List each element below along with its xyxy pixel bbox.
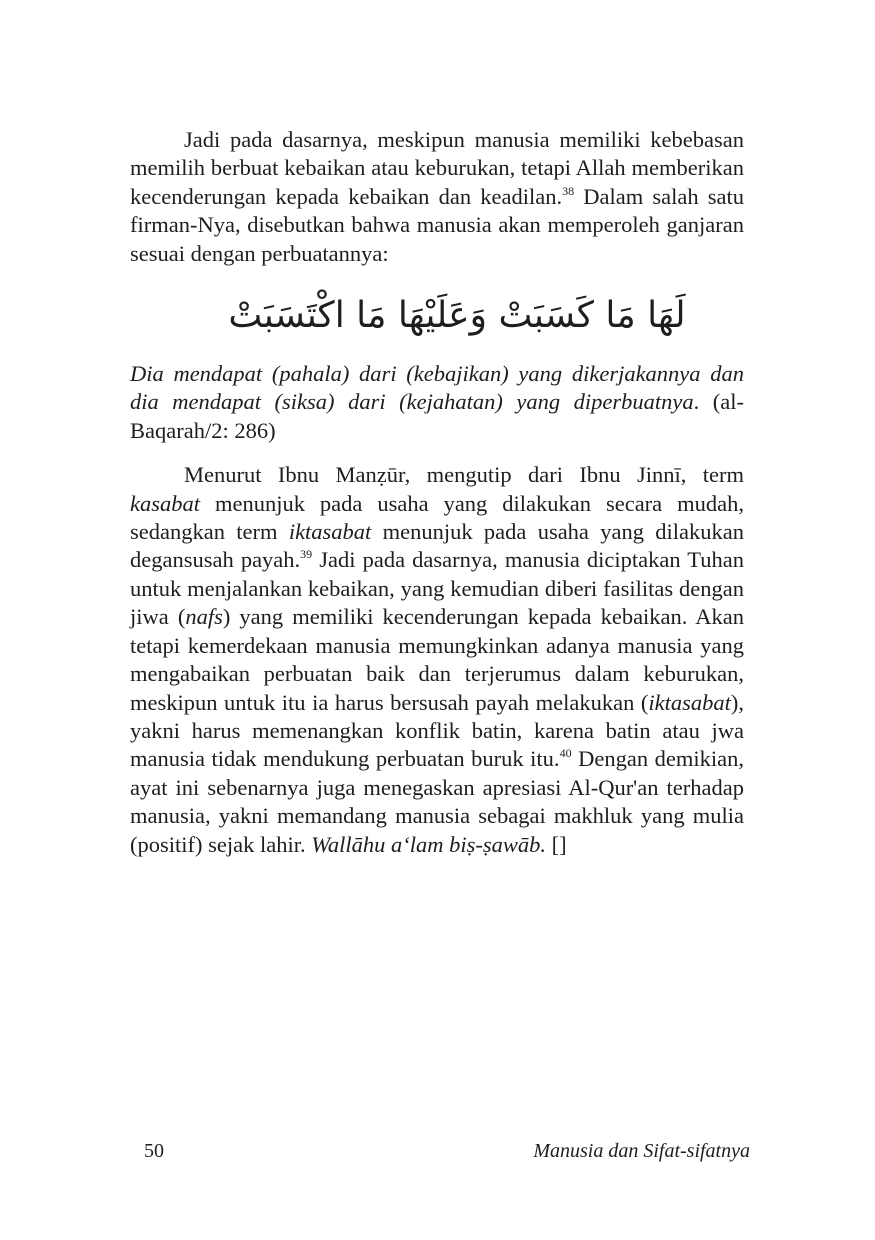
paragraph-2-segment: menunjuk pada usaha yang dilakukan secara mudah, sedangkan term bbox=[130, 490, 744, 545]
footnote-ref-40[interactable]: 40 bbox=[559, 746, 572, 761]
page-number: 50 bbox=[144, 1140, 164, 1162]
page-body bbox=[130, 126, 744, 859]
paragraph-1 bbox=[130, 126, 744, 268]
paragraph-2-segment: ) yang memiliki kecenderungan kepada kebaikan. Akan tetapi kemerdekaan manusia memungkinkan adanya manusia yang mengabaikan perbuatan baik dan terjerumus dalam keburukan, meskipun untuk itu ia harus bersusah payah melakukan ( bbox=[130, 604, 744, 715]
paragraph-2-segment: Dengan demikian, ayat ini sebenarnya juga menegaskan apresiasi Al-Qur'an terhadap manusia, yakni memandang manusia sebagai makhluk yang mulia (positif) sejak lahir. bbox=[130, 746, 744, 857]
paragraph-2 bbox=[130, 461, 744, 859]
paragraph-2-segment: Jadi pada dasarnya, manusia diciptakan Tuhan untuk menjalankan kebaikan, yang kemudian diberi fasilitas dengan jiwa ( bbox=[130, 547, 744, 630]
closing-phrase: Wallāhu a‘lam biṣ-ṣawāb. bbox=[311, 831, 547, 857]
term-iktasabat: iktasabat bbox=[288, 519, 372, 545]
paragraph-2-segment: ), yakni harus memenangkan konflik batin, karena batin atau jwa manusia tidak mendukung perbuatan buruk itu. bbox=[130, 689, 744, 772]
term-kasabat: kasabat bbox=[130, 490, 200, 516]
footnote-ref-39[interactable]: 39 bbox=[300, 547, 313, 562]
paragraph-1-text-2: Dalam salah satu firman-Nya, disebutkan bahwa manusia akan memperoleh ganjaran sesuai dengan perbuatannya: bbox=[130, 183, 745, 266]
footnote-ref-38[interactable]: 38 bbox=[562, 183, 575, 198]
term-iktasabat-2: iktasabat bbox=[648, 689, 731, 715]
paragraph-1-text: Jadi pada dasarnya, meskipun manusia memiliki kebebasan memilih berbuat kebaikan atau keburukan, tetapi Allah memberikan kecenderungan kepada kebaikan dan keadilan. bbox=[130, 127, 744, 209]
verse-translation-text: Dia mendapat (pahala) dari (kebajikan) yang dikerjakannya dan dia mendapat (siksa) dari (kejahatan) yang diperbuatnya bbox=[130, 361, 744, 415]
verse-reference: . (al-Baqarah/2: 286) bbox=[130, 389, 744, 443]
paragraph-2-segment: Menurut Ibnu Manẓūr, mengutip dari Ibnu Jinnī, term bbox=[184, 462, 744, 488]
paragraph-2-segment: menunjuk pada usaha yang dilakukan degansusah payah. bbox=[130, 519, 744, 573]
quran-verse-arabic: لَهَا مَا كَسَبَتْ وَعَلَيْهَا مَا اكْتَسَبَتْ bbox=[228, 295, 686, 337]
running-title: Manusia dan Sifat-sifatnya bbox=[533, 1140, 750, 1162]
term-nafs: nafs bbox=[185, 604, 223, 630]
verse-translation bbox=[130, 360, 744, 445]
page-footer bbox=[130, 1140, 750, 1170]
end-mark: [] bbox=[546, 831, 567, 857]
